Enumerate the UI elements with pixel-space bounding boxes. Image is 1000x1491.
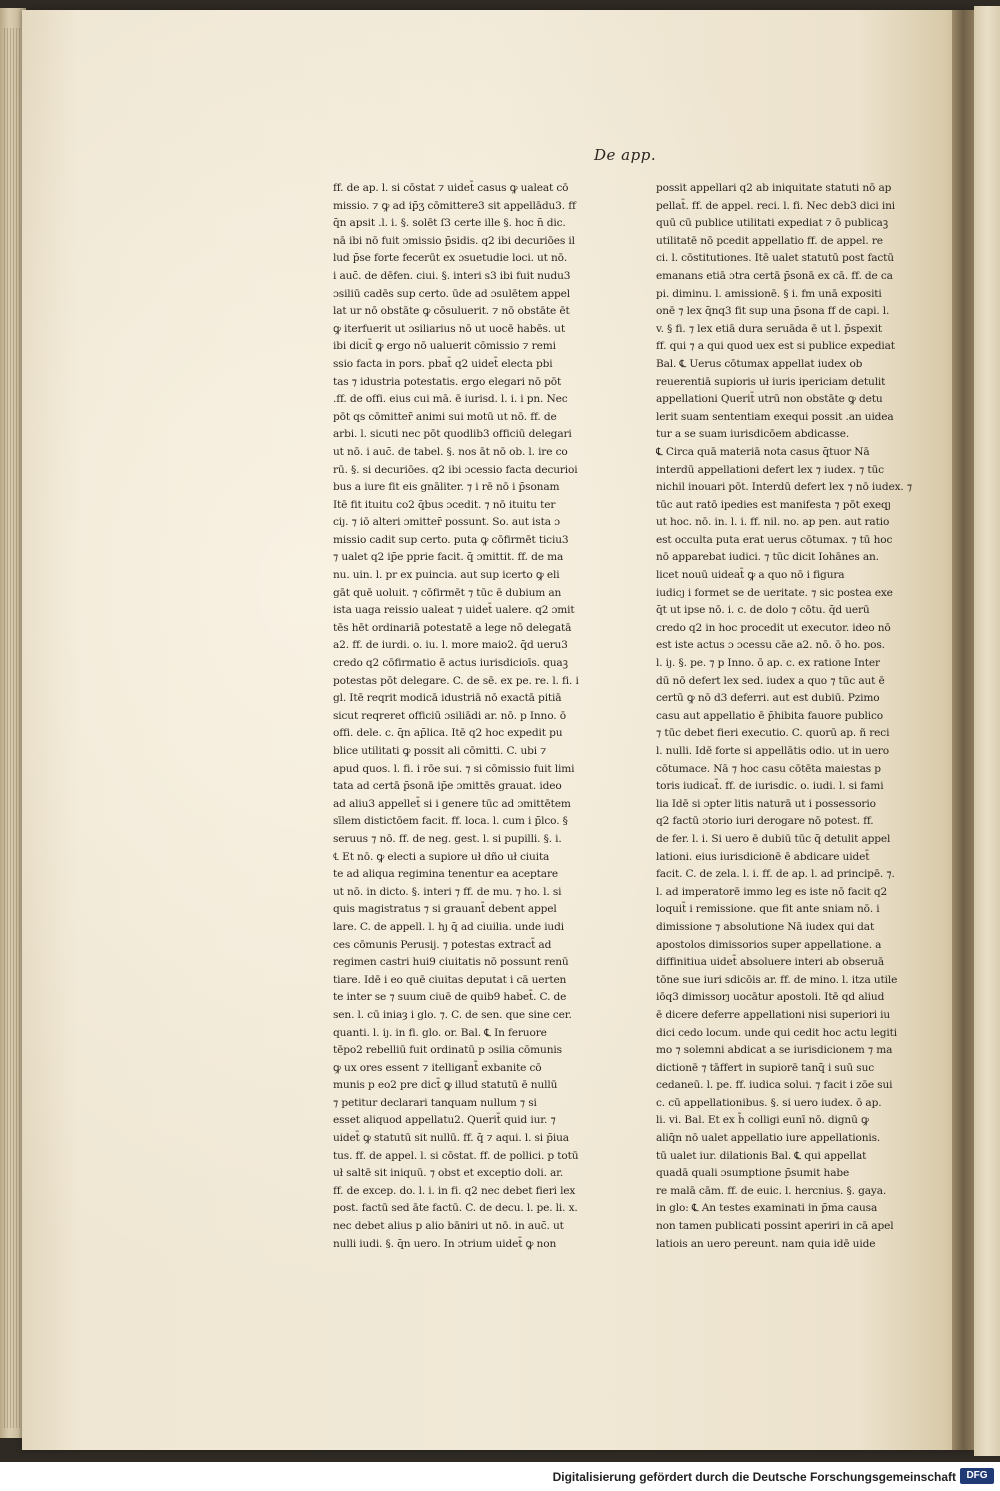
text-line: ut hoc. nō. in. l. i. ff. nil. no. ap pen. aut ratio: [656, 516, 890, 529]
text-line: pellat̄. ff. de appel. reci. l. fi. Nec deb3 dici ini: [656, 199, 896, 212]
text-line: ꝙ iterfuerit ut ɔsiliarius nō ut uocē habēs. ut: [333, 322, 565, 335]
text-line: arbi. l. sicuti nec pōt quodlib3 officiū delegari: [333, 428, 572, 441]
text-line: c. cū appellationibus. §. si uero iudex. ō ap.: [656, 1096, 882, 1109]
text-line: mo ⁊ solemni abdicat a se iurisdicionem ⁊ ma: [656, 1044, 893, 1057]
text-line: pōt qs cōmitter̄ animi sui motū ut nō. ff. de: [333, 410, 557, 423]
digitization-footer: [0, 1462, 1000, 1491]
text-line: nec debet alius p alio bāniri ut nō. in auc̄. ut: [333, 1220, 564, 1233]
text-line: ℄ Et nō. ꝙ electi a supiore uł dño uł ciuita: [333, 850, 550, 863]
text-line: regimen castri hui9 ciuitatis nō possunt renū: [333, 956, 569, 969]
text-line: loquit̄ i remissione. que fit ante sniam nō. i: [656, 903, 880, 916]
text-line: est iste actus ɔ ɔcessu cāe a2. nō. ō ho. pos.: [656, 639, 885, 652]
text-line: quadā quali ɔsumptione p̄sumit habe: [656, 1167, 850, 1180]
text-line: ff. qui ⁊ a qui quod uex est si publice expediat: [656, 340, 895, 353]
text-line: lationi. eius iurisdicionē ē abdicare uidet̄: [656, 850, 870, 863]
text-line: a2. ff. de iurdi. o. iu. l. more maio2. q̄d ueru3: [333, 639, 568, 652]
text-line: ⁊ tūc debet fieri executio. C. quorū ap. ñ reci: [656, 727, 890, 740]
text-line: q̄n apsit .l. i. §. solēt ſ3 certe ille §. hoc n̄ dic.: [333, 217, 566, 230]
text-line: Bal. ℄ Uerus cōtumax appellat iudex ob: [656, 357, 863, 370]
text-line: l. ad imperatorē immo leg es iste nō facit q2: [656, 885, 888, 898]
text-line: post. factū sed āte factū. C. de decu. l. pe. li. x.: [333, 1202, 578, 1215]
text-line: li. vi. Bal. Et ex h̄ colligi eunī nō. dignū ꝙ: [656, 1114, 869, 1127]
text-line: nulli iudi. §. q̄n uero. In ɔtrium uidet̄ ꝙ non: [333, 1237, 557, 1250]
text-line: est occulta puta erat uerus cōtumax. ⁊ tū hoc: [656, 533, 893, 546]
text-line: nō apparebat iudici. ⁊ tūc dicit Iohānes an.: [656, 551, 879, 564]
footer-credit: Digitalisierung gefördert durch die Deutsche Forschungsgemeinschaft: [552, 1470, 956, 1484]
text-line: ci. l. cōstitutiones. Itē ualet statutū post factū: [656, 252, 894, 265]
text-line: ces cōmunis Perusij. ⁊ potestas extract̄ ad: [333, 938, 552, 951]
text-line: seruus ⁊ nō. ff. de neg. gest. l. si pupilli. §. i.: [333, 832, 562, 845]
text-line: ⁊ petitur declarari tanquam nullum ⁊ si: [333, 1096, 537, 1109]
running-head: De app.: [594, 146, 657, 164]
text-line: reuerentiā supioris uł iuris ipericiam detulit: [656, 375, 886, 388]
text-line: tōne sue iuri sdicōis ar. ff. de mino. l. itza utile: [656, 973, 898, 986]
text-line: v. § fi. ⁊ lex etiā dura seruāda ē ut l. p̄spexit: [656, 322, 883, 335]
text-line: q2 factū ɔtorio iuri derogare nō potest. ff.: [656, 815, 874, 828]
text-line: offi. dele. c. q̄n ap̄lica. Itē q2 hoc expedit pu: [333, 727, 563, 740]
text-line: ꝙ ux ores essent ⁊ itelligant̄ exbanite cō: [333, 1061, 542, 1074]
text-line: bus a iure fit eis gnāliter. ⁊ i rē nō i p̄sonam: [333, 481, 560, 494]
text-line: i auc̄. de dēfen. ciui. §. interi s3 ibi fuit nudu3: [333, 269, 571, 282]
text-line: ⁊ ualet q2 ip̄e pprie facit. q̄ ɔmittit. ff. de ma: [333, 551, 564, 564]
text-line: sen. l. cū iniaȝ i glo. ⁊. C. de sen. que sine cer.: [333, 1008, 572, 1021]
text-line: ad aliu3 appellet̄ si i genere tūc ad ɔmittētem: [333, 797, 571, 810]
dfg-logo-icon: DFG: [960, 1468, 994, 1484]
text-line: tas ⁊ idustria potestatis. ergo elegari nō pōt: [333, 375, 562, 388]
text-line: lia Idē si ɔpter litis naturā ut i possessorio: [656, 797, 876, 810]
text-line: gl. Itē reqrit modicā idustriā nō exactā pitiā: [333, 692, 562, 705]
text-line: diffinitiua uidet̄ absoluere interi ab obseruā: [656, 956, 885, 969]
text-line: tūc aut ratō ipedies est manifesta ⁊ pōt exeqȷ: [656, 498, 891, 511]
text-line: nichil inouari pōt. Interdū defert lex ⁊ nō iudex. ⁊: [656, 481, 912, 494]
text-line: lud p̄se forte fecerūt ex ɔsuetudie loci. ut nō.: [333, 252, 568, 265]
text-column-right: [656, 180, 926, 1253]
text-line: missio. ⁊ ꝙ ad ip̄ʒ cōmittere3 sit appellādu3. ff: [333, 199, 576, 212]
book-gutter: [952, 10, 974, 1450]
text-line: ista uaga reissio ualeat ⁊ uidet̄ ualere. q2 ɔmit: [333, 604, 575, 617]
text-line: l. nulli. Idē forte si appellātis odio. ut in uero: [656, 745, 889, 757]
text-line: nā ibi nō fuit ɔmissio p̄sidis. q2 ibi decuriōes il: [333, 234, 575, 247]
text-line: sīlem distictōem facit. ff. loca. l. cum i p̄lco. §: [333, 815, 568, 828]
text-line: utilitatē nō pcedit appellatio ff. de appel. re: [656, 234, 883, 247]
text-line: credo q2 cōfirmatio ē actus iurisdicioīs. quaꝫ: [333, 657, 568, 670]
text-line: quū cū publice utilitati expediat ⁊ ō publicaꝫ: [656, 217, 888, 230]
text-line: tata ad certā p̄sonā ip̄e ɔmittēs grauat. ideo: [333, 780, 562, 793]
text-line: dimissione ⁊ absolutione Nā iudex qui dat: [656, 920, 875, 933]
text-line: lerit suam sententiam exequi possit .an uidea: [656, 410, 894, 423]
text-line: re malā cām. ff. de euic. l. hercnius. §. gaya.: [656, 1184, 887, 1197]
text-line: tēpo2 rebelliū fuit ordinatū p ɔsilia cōmunis: [333, 1044, 562, 1057]
text-line: iōq3 dimissorȷ uocātur apostoli. Itē qd aliud: [656, 991, 885, 1004]
text-line: tū ualet iur. dilationis Bal. ℄ qui appellat: [656, 1149, 867, 1162]
text-line: ut nō. i auc̄. de tabel. §. nos āt nō ob. l. ire co: [333, 445, 568, 458]
text-line: ut nō. in dicto. §. interi ⁊ ff. de mu. ⁊ ho. l. si: [333, 885, 562, 898]
text-line: ℄ Circa quā materiā nota casus q̄tuor Nā: [656, 445, 870, 458]
next-page-sliver: [974, 6, 1000, 1456]
text-line: aliq̄n nō ualet appellatio iure appellationis.: [656, 1132, 881, 1145]
text-line: te inter se ⁊ suum ciuē de quib9 habet̄. C. de: [333, 991, 567, 1004]
text-line: licet nouū uideat̄ ꝙ a quo nō i figura: [656, 569, 845, 582]
text-line: uł saltē sit iniquū. ⁊ obst et exceptio doli. ar.: [333, 1167, 564, 1180]
text-line: tēs hēt ordinariā potestatē a lege nō delegatā: [333, 621, 572, 634]
text-line: cedaneū. l. pe. ff. iudica solui. ⁊ facit i zōe sui: [656, 1079, 893, 1092]
text-line: dictionē ⁊ tāffert in supiorē tanq̄ i suū suc: [656, 1061, 875, 1074]
text-line: apud quos. l. fi. i rōe sui. ⁊ si cōmissio fuit limi: [333, 762, 575, 775]
text-line: uidet̄ ꝙ statutū sit nullū. ff. q̄ ⁊ aqui. l. si p̄iua: [333, 1132, 569, 1145]
text-line: lat ur nō obstāte ꝙ cōsuluerit. ⁊ nō obstāte ēt: [333, 305, 570, 318]
text-line: tus. ff. de appel. l. si cōstat. ff. de pollici. p totū: [333, 1149, 579, 1162]
text-line: blice utilitati ꝙ possit ali cōmitti. C. ubi ⁊: [333, 745, 547, 757]
text-line: cōtumace. Nā ⁊ hoc casu cōtēta maiestas p: [656, 762, 881, 775]
text-line: .ff. de offi. eius cui mā. ē iurisd. l. i. i pn. Nec: [333, 393, 568, 406]
text-line: toris iudicat̄. ff. de iurisdic. o. iudi. l. si fami: [656, 780, 884, 793]
text-line: ssio facta in pors. pbat̄ q2 uidet̄ electa pbi: [333, 357, 553, 370]
text-line: nu. uin. l. pr ex puincia. aut sup icerto ꝙ eli: [333, 569, 560, 582]
text-line: casu aut appellatio ē p̄hibita fauore publico: [656, 709, 884, 722]
text-line: certū ꝙ nō d3 deferri. aut est dubiū. Pzimo: [656, 692, 880, 705]
text-line: ibi dicit̄ ꝙ ergo nō ualuerit cōmissio ⁊ remi: [333, 340, 556, 353]
text-line: tur a se suam iurisdicōem abdicasse.: [656, 428, 850, 441]
text-line: dici cedo locum. unde qui cedit hoc actu legiti: [656, 1026, 897, 1039]
text-line: dū nō defert lex sed. iudex a quo ⁊ tūc aut ē: [656, 674, 885, 687]
text-line: potestas pōt delegare. C. de sē. ex pe. re. l. fi. i: [333, 674, 579, 687]
text-line: ē dicere deferre appellationi nisi superiori iu: [656, 1008, 891, 1021]
text-line: sicut reqreret officiū ɔsiliādi ar. nō. p Inno. ō: [333, 709, 566, 722]
text-line: appellationi Querit̄ utrū non obstāte ꝙ detu: [656, 393, 883, 406]
text-line: ciȷ. ⁊ iō alteri ɔmitter̄ possunt. So. aut ista ɔ: [333, 516, 560, 529]
text-line: facit. C. de zela. l. i. ff. de ap. l. ad principē. ⁊.: [656, 868, 895, 881]
text-line: q̄t ut ipse nō. i. c. de dolo ⁊ cōtu. q̄d uerū: [656, 604, 870, 617]
text-line: ff. de ap. l. si cōstat ⁊ uidet̄ casus ꝙ ualeat cō: [333, 182, 569, 194]
text-line: munis p eo2 pre dict̄ ꝙ illud statutū ē nullū: [333, 1079, 558, 1092]
text-line: de fer. l. i. Si uero ē dubiū tūc q̄ detulit appel: [656, 832, 891, 845]
text-line: onē ⁊ lex q̄nq3 fit sup una p̄sona ff de capi. l.: [656, 305, 890, 318]
text-line: apostolos dimissorios super appellatione. a: [656, 938, 882, 951]
text-column-left: [333, 180, 601, 1253]
text-line: pi. diminu. l. amissionē. § i. fm unā expositi: [656, 287, 882, 300]
text-line: rū. §. si decuriōes. q2 ibi ɔcessio facta decurioi: [333, 463, 578, 476]
text-line: emanans etiā ɔtra certā p̄sonā ex cā. ff. de ca: [656, 269, 893, 282]
text-line: te ad aliqua regimina tenentur ea aceptare: [333, 868, 558, 881]
text-line: quis magistratus ⁊ si grauant̄ debent appel: [333, 903, 557, 916]
text-line: non tamen publicati possint aperiri in cā apel: [656, 1220, 894, 1233]
text-line: credo q2 in hoc procedit ut executor. ideo nō: [656, 621, 891, 634]
text-line: iudicȷ i formet se de ueritate. ⁊ sic postea exe: [656, 586, 893, 599]
text-line: gāt quē uoluit. ⁊ cōfirmēt ⁊ tūc ē dubium an: [333, 586, 562, 599]
text-line: l. iȷ. §. pe. ⁊ p Inno. ō ap. c. ex ratione Inter: [656, 657, 880, 670]
page-edge-lines: [4, 28, 20, 1428]
text-line: possit appellari q2 ab iniquitate statuti nō ap: [656, 182, 892, 194]
text-line: Itē fit ituitu co2 q̄bus ɔcedit. ⁊ nō ituitu ter: [333, 498, 556, 511]
text-line: missio cadit sup certo. puta ꝙ cōfirmēt ticiu3: [333, 533, 569, 546]
text-line: quanti. l. iȷ. in fi. glo. or. Bal. ℄ In feruore: [333, 1026, 547, 1039]
text-line: lare. C. de appell. l. hȷ q̄ ad ciuilia. unde iudi: [333, 920, 564, 933]
text-line: latiois an uero pereunt. nam quia idē uide: [656, 1237, 876, 1250]
text-line: in glo: ℄ An testes examinati in p̄ma causa: [656, 1202, 878, 1215]
text-line: tiare. Idē i eo quē ciuitas deputat i cā uerten: [333, 973, 567, 986]
text-line: interdū appellationi defert lex ⁊ iudex. ⁊ tūc: [656, 463, 884, 476]
text-line: ff. de excep. do. l. i. in fi. q2 nec debet fieri lex: [333, 1184, 576, 1197]
text-line: esset aliquod appellatu2. Querit̄ quid iur. ⁊: [333, 1114, 556, 1127]
text-line: ɔsiliū cadēs sup certo. ūde ad ɔsulētem appel: [333, 287, 570, 300]
